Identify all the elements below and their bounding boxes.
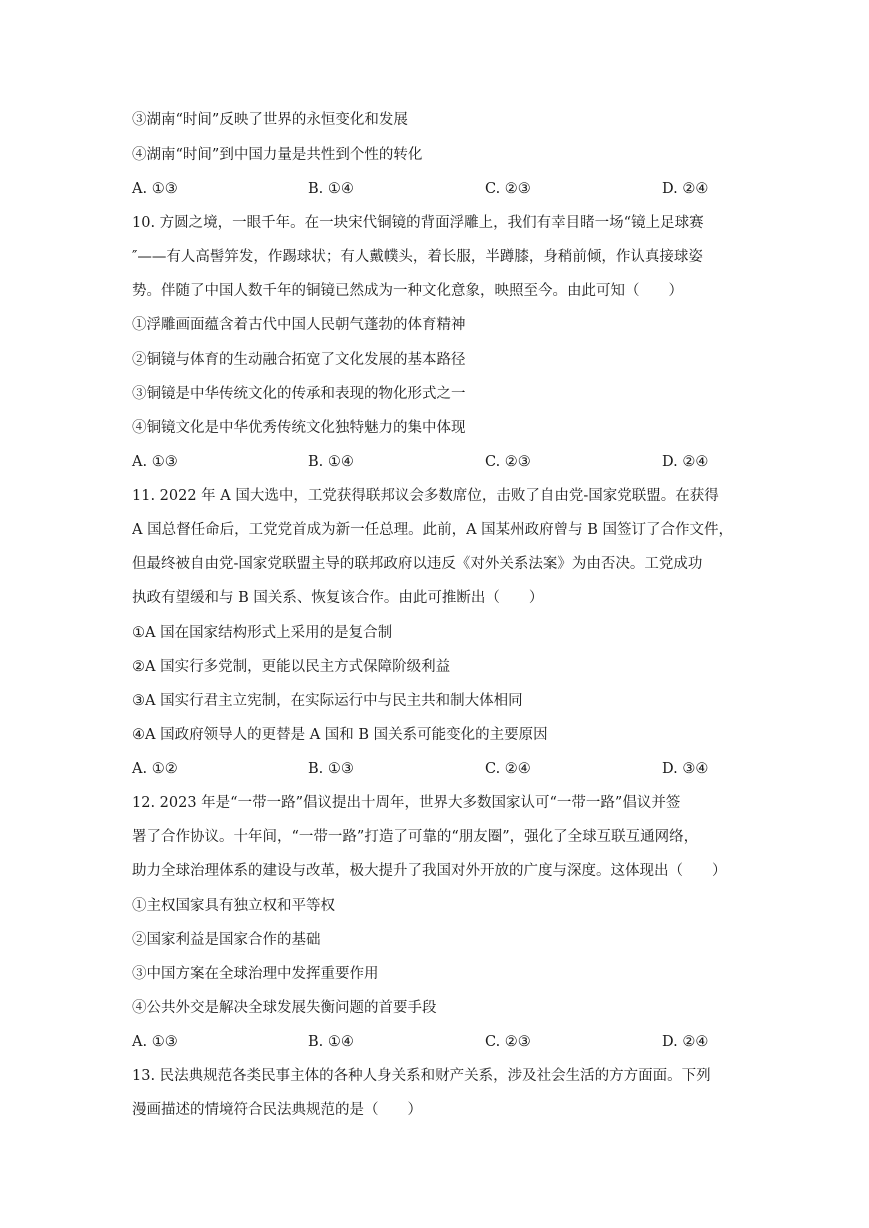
q10-statement-3: ③铜镜是中华传统文化的传承和表现的物化形式之一 [132,386,466,402]
q11-stem-line-2: A 国总督任命后，工党党首成为新一任总理。此前，A 国某州政府曾与 B 国签订了合作文件， [132,522,734,538]
q10-statement-1: ①浮雕画面蕴含着古代中国人民朝气蓬勃的体育精神 [132,317,466,333]
q11-statement-1: ①A 国在国家结构形式上采用的是复合制 [132,625,393,641]
q9-option-b: B. ①④ [308,181,354,197]
q12-stem-line-3: 助力全球治理体系的建设与改革，极大提升了我国对外开放的广度与深度。这体现出（ ） [132,863,727,879]
q12-option-a: A. ①③ [132,1034,178,1050]
q10-stem-line-2: ″——有人高髻笄发，作踢球状；有人戴幞头，着长服，半蹲膝，身稍前倾，作认真接球姿 [132,249,703,265]
q10-option-b: B. ①④ [308,454,354,470]
q9-option-d: D. ②④ [662,181,709,197]
q12-statement-4: ④公共外交是解决全球发展失衡问题的首要手段 [132,1000,437,1016]
q12-option-b: B. ①④ [308,1034,354,1050]
q11-option-d: D. ③④ [662,761,709,777]
q12-stem-line-1: 12. 2023 年是“一带一路”倡议提出十周年，世界大多数国家认可“一带一路”倡议并签 [132,795,681,811]
q9-option-c: C. ②③ [485,181,531,197]
q12-statement-3: ③中国方案在全球治理中发挥重要作用 [132,966,379,982]
q10-statement-2: ②铜镜与体育的生动融合拓宽了文化发展的基本路径 [132,352,466,368]
q11-option-a: A. ①② [132,761,178,777]
q13-stem-line-2: 漫画描述的情境符合民法典规范的是（ ） [132,1102,422,1118]
q9-option-a: A. ①③ [132,181,178,197]
q10-option-a: A. ①③ [132,454,178,470]
q12-statement-2: ②国家利益是国家合作的基础 [132,932,321,948]
q11-statement-3: ③A 国实行君主立宪制，在实际运行中与民主共和制大体相同 [132,693,523,709]
q9-statement-4: ④湖南“时间”到中国力量是共性到个性的转化 [132,147,423,163]
q10-option-d: D. ②④ [662,454,709,470]
q11-option-b: B. ①③ [308,761,354,777]
q10-stem-line-1: 10. 方圆之境，一眼千年。在一块宋代铜镜的背面浮雕上，我们有幸目睹一场“镜上足球赛 [132,215,704,231]
q10-option-c: C. ②③ [485,454,531,470]
q10-stem-line-3: 势。伴随了中国人数千年的铜镜已然成为一种文化意象，映照至今。由此可知（ ） [132,283,683,299]
q12-option-c: C. ②③ [485,1034,531,1050]
q11-statement-4: ④A 国政府领导人的更替是 A 国和 B 国关系可能变化的主要原因 [132,727,548,743]
q10-options [132,452,732,472]
q12-options [132,1032,732,1052]
q11-statement-2: ②A 国实行多党制，更能以民主方式保障阶级利益 [132,659,451,675]
q11-options [132,759,732,779]
q9-options [132,179,732,199]
q11-stem-line-4: 执政有望缓和与 B 国关系、恢复该合作。由此可推断出（ ） [132,590,544,606]
q9-statement-3: ③湖南“时间”反映了世界的永恒变化和发展 [132,112,408,128]
q13-stem-line-1: 13. 民法典规范各类民事主体的各种人身关系和财产关系，涉及社会生活的方方面面。下列 [132,1068,711,1084]
q10-statement-4: ④铜镜文化是中华优秀传统文化独特魅力的集中体现 [132,420,466,436]
q11-stem-line-1: 11. 2022 年 A 国大选中，工党获得联邦议会多数席位，击败了自由党-国家党联盟。在获得 [132,488,719,504]
q12-statement-1: ①主权国家具有独立权和平等权 [132,898,335,914]
q11-option-c: C. ②④ [485,761,531,777]
q12-stem-line-2: 署了合作协议。十年间，“一带一路”打造了可靠的“朋友圈”，强化了全球互联互通网络， [132,829,699,845]
q12-option-d: D. ②④ [662,1034,709,1050]
q11-stem-line-3: 但最终被自由党-国家党联盟主导的联邦政府以违反《对外关系法案》为由否决。工党成功 [132,556,703,572]
